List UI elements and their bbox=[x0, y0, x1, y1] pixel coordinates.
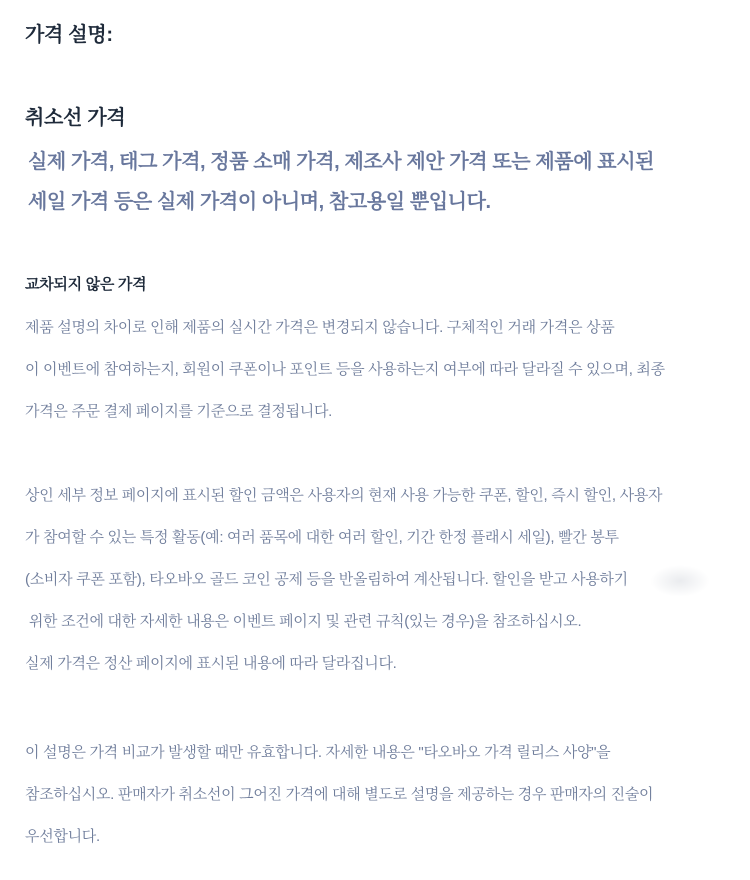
text-line: 제품 설명의 차이로 인해 제품의 실시간 가격은 변경되지 않습니다. 구체적인 거래 가격은 상품 bbox=[25, 319, 615, 336]
strikethrough-price-lead-paragraph bbox=[25, 142, 725, 222]
text-line: 가 참여할 수 있는 특정 활동(예: 여러 품목에 대한 여러 할인, 기간 한정 플래시 세일), 빨간 봉투 bbox=[25, 529, 619, 546]
page-title: 가격 설명: bbox=[25, 24, 113, 46]
text-line: 실제 가격은 정산 페이지에 표시된 내용에 따라 달라집니다. bbox=[25, 655, 397, 672]
text-line: (소비자 쿠폰 포함), 타오바오 골드 코인 공제 등을 반올림하여 계산됩니다. 할인을 받고 사용하기 bbox=[25, 571, 628, 588]
strikethrough-price-heading: 취소선 가격 bbox=[25, 107, 126, 129]
text-line: 가격은 주문 결제 페이지를 기준으로 결정됩니다. bbox=[25, 403, 333, 420]
text-line: 세일 가격 등은 실제 가격이 아니며, 참고용일 뿐입니다. bbox=[28, 191, 491, 213]
uncrossed-price-heading: 교차되지 않은 가격 bbox=[25, 276, 147, 293]
text-line: 실제 가격, 태그 가격, 정품 소매 가격, 제조사 제안 가격 또는 제품에 표시된 bbox=[28, 151, 655, 173]
text-line: 참조하십시오. 판매자가 취소선이 그어진 가격에 대해 별도로 설명을 제공하는 경우 판매자의 진술이 bbox=[25, 786, 654, 803]
text-line: 상인 세부 정보 페이지에 표시된 할인 금액은 사용자의 현재 사용 가능한 쿠폰, 할인, 즉시 할인, 사용자 bbox=[25, 487, 663, 504]
uncrossed-price-paragraph-3 bbox=[25, 732, 725, 858]
uncrossed-price-paragraph-2 bbox=[25, 475, 725, 685]
uncrossed-price-paragraph-1 bbox=[25, 307, 725, 433]
text-line: 위한 조건에 대한 자세한 내용은 이벤트 페이지 및 관련 규칙(있는 경우)을 참조하십시오. bbox=[25, 613, 582, 630]
text-line: 우선합니다. bbox=[25, 828, 100, 845]
text-line: 이 설명은 가격 비교가 발생할 때만 유효합니다. 자세한 내용은 "타오바오 가격 릴리스 사양"을 bbox=[25, 744, 611, 761]
text-line: 이 이벤트에 참여하는지, 회원이 쿠폰이나 포인트 등을 사용하는지 여부에 따라 달라질 수 있으며, 최종 bbox=[25, 361, 665, 378]
